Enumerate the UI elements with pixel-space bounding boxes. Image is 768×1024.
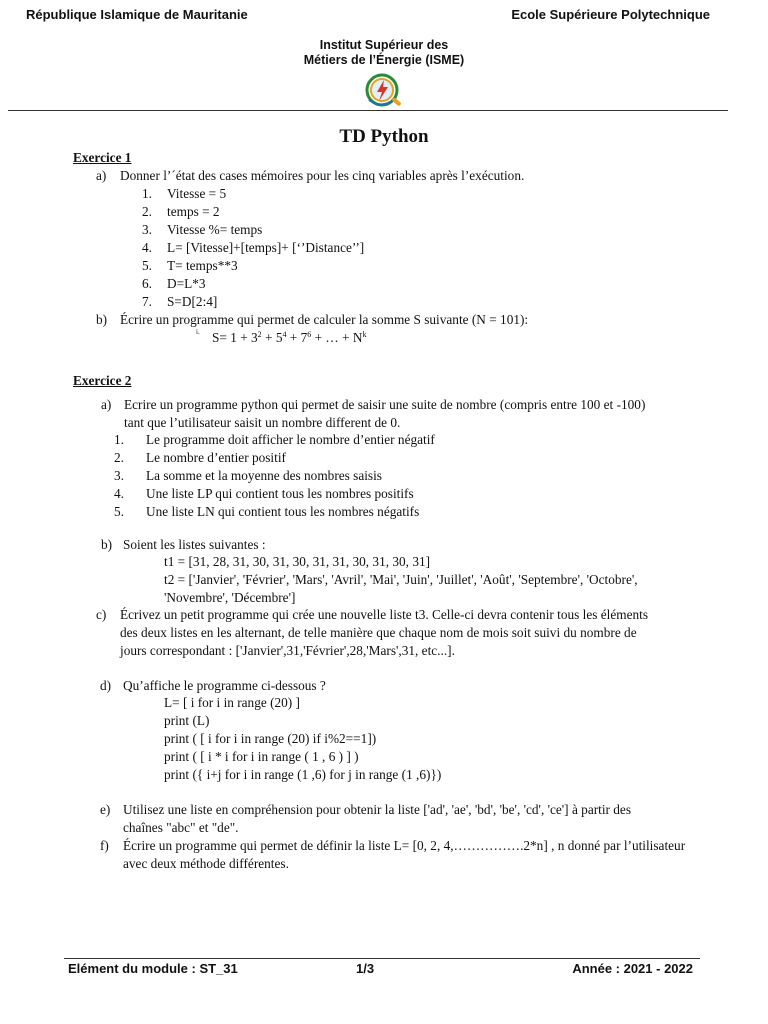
- ex1-b-text: Écrire un programme qui permet de calculer la somme S suivante (N = 101):: [120, 312, 529, 327]
- list-t2-line-1: t2 = ['Janvier', 'Février', 'Mars', 'Avril', 'Mai', 'Juin', 'Juillet', 'Août', 'Septembre', 'Octobre',: [164, 572, 638, 587]
- ex2-e-marker: e): [100, 802, 111, 817]
- code-line: print ({ i+j for i in range (1 ,6) for j in range (1 ,6)}): [164, 767, 442, 782]
- page-title: TD Python: [339, 126, 429, 147]
- list-item-number: 4.: [114, 486, 124, 501]
- list-item: Le programme doit afficher le nombre d’entier négatif: [146, 432, 435, 447]
- list-item-number: 6.: [142, 276, 152, 291]
- ex2-c-marker: c): [96, 607, 107, 622]
- code-line: print ( [ i * i for i in range ( 1 , 6 ) ] ): [164, 749, 359, 764]
- list-t2-line-2: 'Novembre', 'Décembre']: [164, 590, 296, 605]
- ex2-c-line-3: jours correspondant : ['Janvier',31,'Février',28,'Mars',31, etc...].: [120, 643, 455, 658]
- ex1-a-text: Donner l’´état des cases mémoires pour les cinq variables après l’exécution.: [120, 168, 525, 183]
- list-item-number: 5.: [114, 504, 124, 519]
- list-item: D=L*3: [167, 276, 206, 291]
- ex2-a-line-2: tant que l’utilisateur saisit un nombre different de 0.: [124, 415, 401, 430]
- exercise-2-heading: Exercice 2: [73, 373, 132, 388]
- list-item: Une liste LP qui contient tous les nombres positifs: [146, 486, 414, 501]
- list-item: S=D[2:4]: [167, 294, 218, 309]
- ex1-b-marker: b): [96, 312, 108, 327]
- header-right-school: Ecole Supérieure Polytechnique: [511, 7, 710, 22]
- list-item: Une liste LN qui contient tous les nombres négatifs: [146, 504, 420, 519]
- code-line: print ( [ i for i in range (20) if i%2==1]): [164, 731, 377, 746]
- list-item-number: 4.: [142, 240, 152, 255]
- footer-year: Année : 2021 - 2022: [572, 961, 693, 976]
- code-line: L= [ i for i in range (20) ]: [164, 695, 300, 710]
- exercise-1-heading: Exercice 1: [73, 150, 132, 165]
- list-t1: t1 = [31, 28, 31, 30, 31, 30, 31, 31, 30, 31, 30, 31]: [164, 554, 431, 569]
- list-item-number: 7.: [142, 294, 152, 309]
- ex2-f-line-1: Écrire un programme qui permet de définir la liste L= [0, 2, 4,…………….2*n] , n donné par l’utilisateur: [123, 838, 686, 853]
- ex2-e-line-1: Utilisez une liste en compréhension pour obtenir la liste ['ad', 'ae', 'bd', 'be', 'cd', 'ce'] à partir des: [123, 802, 632, 817]
- isme-logo-icon: [360, 70, 408, 110]
- institute-line-1: Institut Supérieur des: [319, 38, 449, 52]
- list-item-number: 1.: [114, 432, 124, 447]
- footer-module: Elément du module : ST_31: [68, 961, 238, 976]
- list-item: temps = 2: [167, 204, 220, 219]
- list-item: La somme et la moyenne des nombres saisis: [146, 468, 382, 483]
- ex2-f-marker: f): [100, 838, 109, 853]
- ex2-d-marker: d): [100, 678, 112, 693]
- list-item-number: 2.: [142, 204, 152, 219]
- list-item-number: 3.: [114, 468, 124, 483]
- list-item: Vitesse %= temps: [167, 222, 263, 237]
- footer-page-number: 1/3: [356, 961, 375, 976]
- code-line: print (L): [164, 713, 210, 728]
- list-item-number: 5.: [142, 258, 152, 273]
- header-left-country: République Islamique de Mauritanie: [26, 7, 248, 22]
- ex1-a-marker: a): [96, 168, 107, 183]
- ex2-f-line-2: avec deux méthode différentes.: [123, 856, 289, 871]
- institute-line-2: Métiers de l’Énergie (ISME): [303, 53, 465, 67]
- list-item-number: 3.: [142, 222, 152, 237]
- list-item: Le nombre d’entier positif: [146, 450, 286, 465]
- sum-marker: i.: [196, 328, 200, 336]
- footer-divider: [64, 958, 700, 959]
- list-item: T= temps**3: [167, 258, 238, 273]
- ex2-c-line-2: des deux listes en les alternant, de telle manière que chaque nom de mois soit suivi du nombre de: [120, 625, 637, 640]
- ex2-a-line-1: Ecrire un programme python qui permet de saisir une suite de nombre (compris entre 100 et -100): [124, 397, 646, 412]
- sum-formula: $S= 1 + 3^2 + 5^4 + 7^6$ + … + $N^k$: [212, 330, 367, 345]
- ex2-d-text: Qu’affiche le programme ci-dessous ?: [123, 678, 326, 693]
- list-item: L= [Vitesse]+[temps]+ [‘’Distance’’]: [167, 240, 365, 255]
- list-item: Vitesse = 5: [167, 186, 227, 201]
- list-item-number: 1.: [142, 186, 152, 201]
- ex2-a-marker: a): [101, 397, 112, 412]
- ex2-e-line-2: chaînes "abc" et "de".: [123, 820, 239, 835]
- list-item-number: 2.: [114, 450, 124, 465]
- ex2-c-line-1: Écrivez un petit programme qui crée une nouvelle liste t3. Celle-ci devra contenir tous les éléments: [120, 607, 648, 622]
- ex2-b-marker: b): [101, 537, 113, 552]
- header-divider: [8, 110, 728, 111]
- ex2-b-text: Soient les listes suivantes :: [123, 537, 266, 552]
